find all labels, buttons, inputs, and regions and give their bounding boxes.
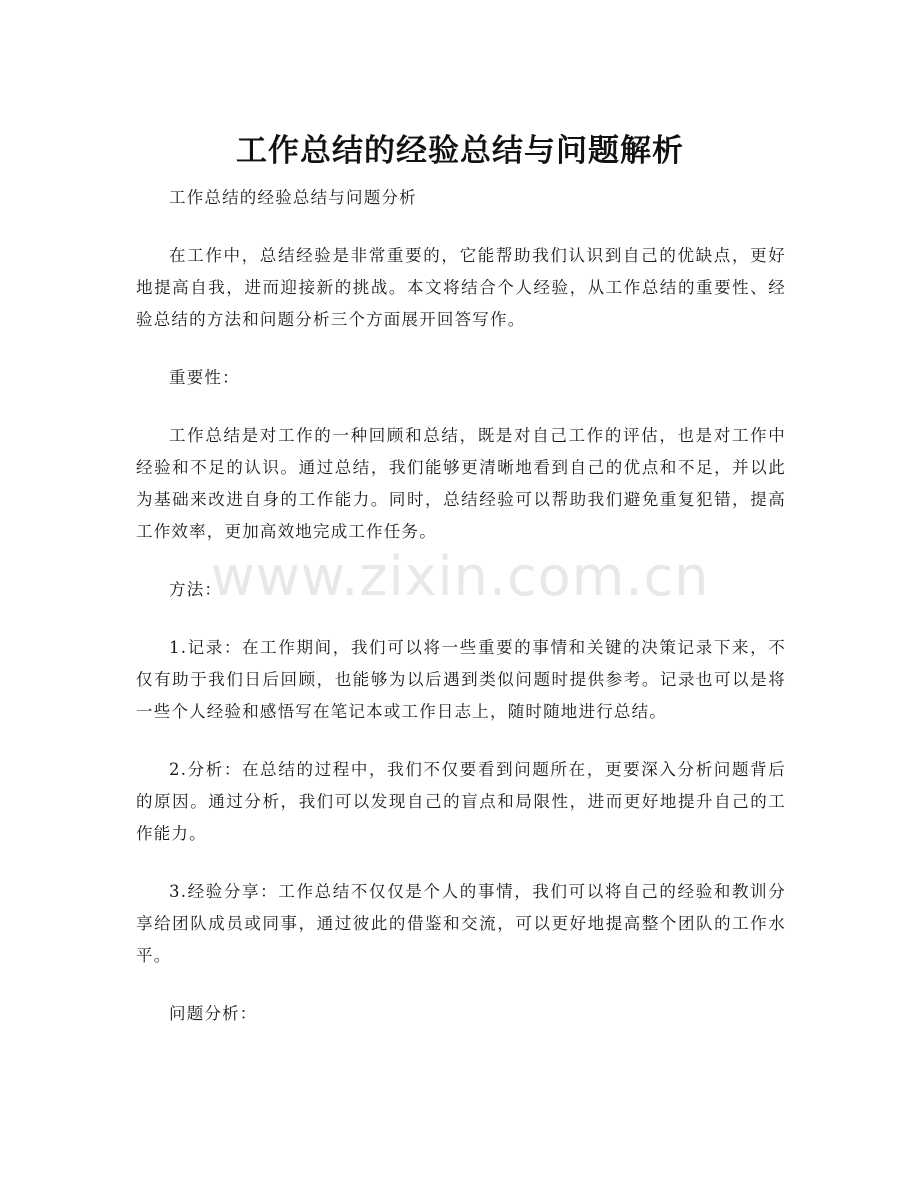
section-heading-problem-analysis: 问题分析： [169,1004,258,1023]
document-body [136,182,786,1056]
method-sharing-paragraph: 3.经验分享：工作总结不仅仅是个人的事情，我们可以将自己的经验和教训分享给团队成员或同事，通过彼此的借鉴和交流，可以更好地提高整个团队的工作水平。 [136,882,786,965]
section-heading-importance: 重要性： [169,368,240,387]
method-analysis-paragraph: 2.分析：在总结的过程中，我们不仅要看到问题所在，更要深入分析问题背后的原因。通过分析，我们可以发现自己的盲点和局限性，进而更好地提升自己的工作能力。 [136,760,786,843]
intro-paragraph: 在工作中，总结经验是非常重要的，它能帮助我们认识到自己的优缺点，更好地提高自我，进而迎接新的挑战。本文将结合个人经验，从工作总结的重要性、经验总结的方法和问题分析三个方面展开回答写作。 [136,246,786,329]
method-record-paragraph: 1.记录：在工作期间，我们可以将一些重要的事情和关键的决策记录下来，不仅有助于我们日后回顾，也能够为以后遇到类似问题时提供参考。记录也可以是将一些个人经验和感悟写在笔记本或工作日志上，随时随地进行总结。 [136,638,786,721]
subtitle-paragraph: 工作总结的经验总结与问题分析 [169,188,417,207]
section-heading-method: 方法： [169,580,223,599]
page-title: 工作总结的经验总结与问题解析 [236,132,684,169]
importance-paragraph: 工作总结是对工作的一种回顾和总结，既是对自己工作的评估，也是对工作中经验和不足的认识。通过总结，我们能够更清晰地看到自己的优点和不足，并以此为基础来改进自身的工作能力。同时，总结经验可以帮助我们避免重复犯错，提高工作效率，更加高效地完成工作任务。 [136,426,786,541]
watermark: www.zixin.com.cn [210,545,710,608]
